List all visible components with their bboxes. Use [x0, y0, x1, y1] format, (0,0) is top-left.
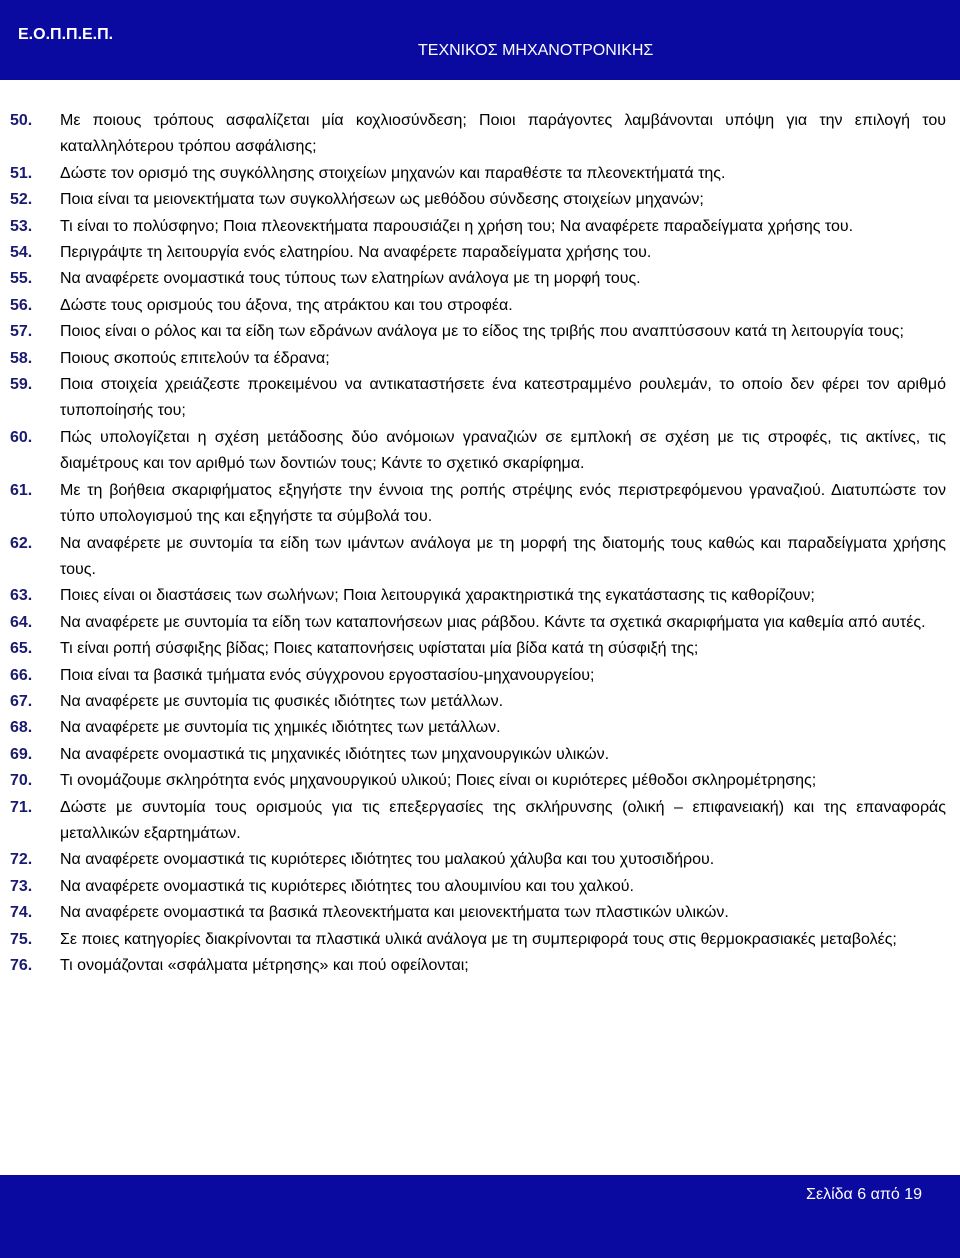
question-number: 50. — [10, 112, 33, 129]
question-item — [10, 847, 946, 873]
question-text: Ποια είναι τα βασικά τμήματα ενός σύγχρονου εργοστασίου-μηχανουργείου; — [60, 666, 595, 684]
question-text: Σε ποιες κατηγορίες διακρίνονται τα πλαστικά υλικά ανάλογα με τη συμπεριφορά τους στις θερμοκρασιακές μεταβολές; — [60, 930, 897, 948]
question-item — [10, 927, 946, 953]
question-number: 62. — [10, 534, 33, 552]
question-number: 71. — [10, 798, 33, 816]
question-number: 61. — [10, 481, 33, 499]
question-text: Με ποιους τρόπους ασφαλίζεται μία κοχλιοσύνδεση; Ποιοι παράγοντες λαμβάνονται υπόψη για την επιλογή του καταλληλότερου τρόπου ασφάλισης; — [60, 112, 946, 156]
question-text: Δώστε με συντομία τους ορισμούς για τις επεξεργασίες της σκλήρυνσης (ολική – επιφανειακή) και της επαναφοράς μεταλλικών εξαρτημάτων. — [60, 798, 946, 842]
question-text: Ποια είναι τα μειονεκτήματα των συγκολλήσεων ως μεθόδου σύνδεσης στοιχείων μηχανών; — [60, 191, 704, 209]
question-item — [10, 240, 946, 266]
question-text: Να αναφέρετε με συντομία τις φυσικές ιδιότητες των μετάλλων. — [60, 692, 504, 710]
question-item — [10, 742, 946, 768]
question-item — [10, 478, 946, 531]
question-text: Να αναφέρετε με συντομία τα είδη των ιμάντων ανάλογα με τη μορφή της διατομής τους καθώς και παραδείγματα χρήσης τους. — [60, 534, 946, 578]
question-item — [10, 689, 946, 715]
question-text: Να αναφέρετε ονομαστικά τις κυριότερες ιδιότητες του μαλακού χάλυβα και του χυτοσιδήρου. — [60, 851, 715, 869]
question-text: Τι είναι το πολύσφηνο; Ποια πλεονεκτήματα παρουσιάζει η χρήση του; Να αναφέρετε παραδείγματα χρήσης του. — [60, 217, 854, 235]
question-number: 60. — [10, 428, 33, 446]
question-number: 74. — [10, 904, 33, 922]
question-number: 73. — [10, 877, 33, 895]
question-number: 57. — [10, 323, 33, 341]
question-item — [10, 583, 946, 609]
question-item — [10, 663, 946, 689]
question-number: 67. — [10, 692, 33, 710]
question-text: Πώς υπολογίζεται η σχέση μετάδοσης δύο ανόμοιων γραναζιών σε εμπλοκή σε σχέση με τις στροφές, τις ακτίνες, τις διαμέτρους και τον αριθμό των δοντιών τους; Κάντε το σχετικό σκαρίφημα. — [60, 428, 946, 473]
question-item — [10, 531, 946, 584]
document-title: ΤΕΧΝΙΚΟΣ ΜΗΧΑΝΟΤΡΟΝΙΚΗΣ — [418, 42, 654, 59]
question-number: 59. — [10, 376, 33, 394]
question-text: Να αναφέρετε ονομαστικά τα βασικά πλεονεκτήματα και μειονεκτήματα των πλαστικών υλικών. — [60, 904, 729, 922]
question-text: Να αναφέρετε με συντομία τις χημικές ιδιότητες των μετάλλων. — [60, 719, 501, 737]
question-item — [10, 874, 946, 900]
question-text: Ποια στοιχεία χρειάζεστε προκειμένου να αντικαταστήσετε ένα κατεστραμμένο ρουλεμάν, το οποίο δεν φέρει τον αριθμό τυποποίησής του; — [60, 376, 946, 420]
question-number: 56. — [10, 296, 33, 314]
question-text: Ποιους σκοπούς επιτελούν τα έδρανα; — [60, 349, 330, 367]
question-text: Να αναφέρετε με συντομία τα είδη των καταπονήσεων μιας ράβδου. Κάντε τα σχετικά σκαριφήματα για καθεμία από αυτές. — [60, 613, 926, 631]
question-item — [10, 214, 946, 240]
question-item — [10, 795, 946, 848]
question-text: Δώστε τους ορισμούς του άξονα, της ατράκτου και του στροφέα. — [60, 296, 513, 314]
question-number: 70. — [10, 772, 33, 790]
question-number: 63. — [10, 587, 33, 605]
question-text: Περιγράψτε τη λειτουργία ενός ελατηρίου. Να αναφέρετε παραδείγματα χρήσης του. — [60, 244, 652, 262]
question-number: 66. — [10, 666, 33, 684]
header-bar — [0, 0, 960, 80]
question-text: Τι ονομάζουμε σκληρότητα ενός μηχανουργικού υλικού; Ποιες είναι οι κυριότερες μέθοδοι σκληρομέτρησης; — [60, 772, 817, 790]
question-number: 52. — [10, 191, 33, 209]
question-text: Να αναφέρετε ονομαστικά τις κυριότερες ιδιότητες του αλουμινίου και του χαλκού. — [60, 877, 634, 895]
question-number: 64. — [10, 613, 33, 631]
question-item — [10, 636, 946, 662]
question-item — [10, 161, 946, 187]
question-text: Τι είναι ροπή σύσφιξης βίδας; Ποιες καταπονήσεις υφίσταται μία βίδα κατά τη σύσφιξή της; — [60, 640, 699, 658]
page-number: Σελίδα 6 από 19 — [806, 1186, 922, 1203]
question-number: 72. — [10, 851, 33, 869]
question-text: Δώστε τον ορισμό της συγκόλλησης στοιχείων μηχανών και παραθέστε τα πλεονεκτήματά της. — [60, 164, 726, 182]
question-list — [10, 108, 946, 979]
question-item — [10, 953, 946, 979]
question-item — [10, 293, 946, 319]
question-item — [10, 319, 946, 345]
question-number: 68. — [10, 719, 33, 737]
question-text: Τι ονομάζονται «σφάλματα μέτρησης» και πού οφείλονται; — [60, 957, 469, 974]
question-number: 55. — [10, 270, 33, 288]
question-item — [10, 715, 946, 741]
question-number: 65. — [10, 640, 33, 658]
question-number: 75. — [10, 930, 33, 948]
question-number: 58. — [10, 349, 33, 367]
question-number: 53. — [10, 217, 33, 235]
question-number: 54. — [10, 244, 33, 262]
question-item — [10, 108, 946, 161]
question-item — [10, 187, 946, 213]
question-text: Να αναφέρετε ονομαστικά τους τύπους των ελατηρίων ανάλογα με τη μορφή τους. — [60, 270, 641, 288]
question-item — [10, 372, 946, 425]
organization-name: Ε.Ο.Π.Π.Ε.Π. — [18, 26, 114, 43]
question-item — [10, 346, 946, 372]
question-text: Να αναφέρετε ονομαστικά τις μηχανικές ιδιότητες των μηχανουργικών υλικών. — [60, 745, 610, 763]
question-item — [10, 900, 946, 926]
question-number: 76. — [10, 957, 33, 974]
question-text: Ποιος είναι ο ρόλος και τα είδη των εδράνων ανάλογα με το είδος της τριβής που αναπτύσσουν κατά τη λειτουργία τους; — [60, 323, 904, 341]
question-item — [10, 768, 946, 794]
question-number: 51. — [10, 164, 33, 182]
question-text: Με τη βοήθεια σκαριφήματος εξηγήστε την έννοια της ροπής στρέψης ενός περιστρεφόμενου γραναζιού. Διατυπώστε τον τύπο υπολογισμού της και εξηγήστε τα σύμβολά του. — [60, 481, 946, 526]
question-item — [10, 610, 946, 636]
question-item — [10, 425, 946, 478]
question-item — [10, 266, 946, 292]
question-text: Ποιες είναι οι διαστάσεις των σωλήνων; Ποια λειτουργικά χαρακτηριστικά της εγκατάστασης τις καθορίζουν; — [60, 587, 815, 605]
question-number: 69. — [10, 745, 33, 763]
